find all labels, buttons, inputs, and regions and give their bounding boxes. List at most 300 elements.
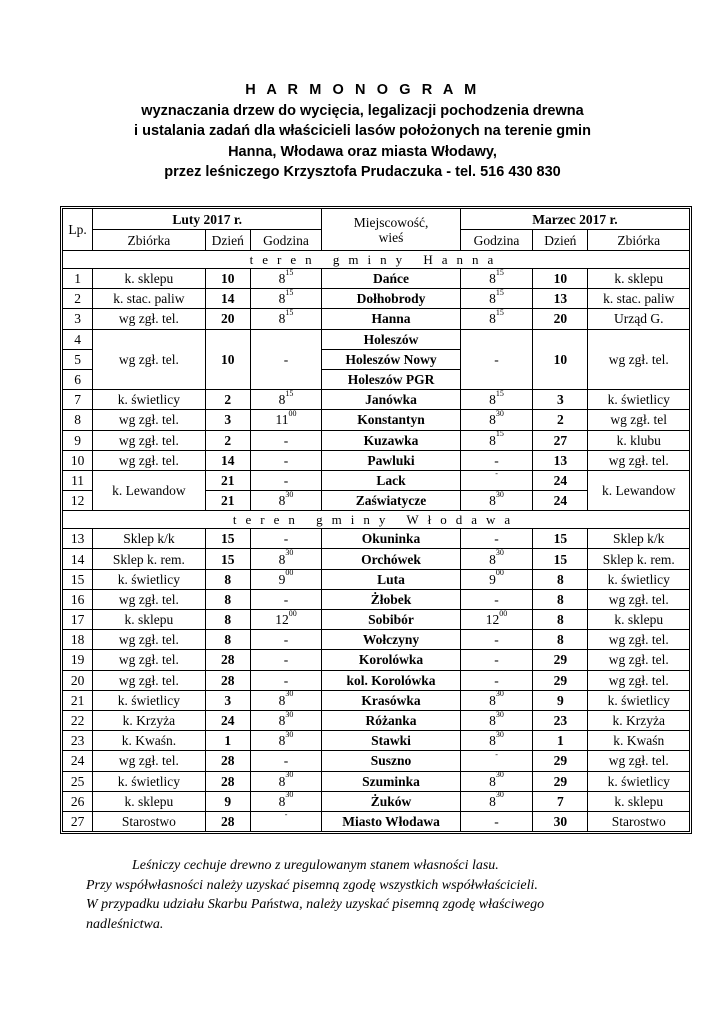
cell-godzina-marzec-hour: 8: [489, 733, 496, 749]
table-row: [63, 610, 690, 630]
cell-lp: 5: [63, 349, 93, 369]
cell-dzien-marzec: 27: [533, 430, 588, 450]
document-title: H A R M O N O G R A M: [245, 82, 480, 98]
cell-dzien-marzec: 2: [533, 410, 588, 430]
cell-dzien-marzec: 1: [533, 731, 588, 751]
cell-godzina-marzec: [460, 529, 532, 549]
cell-godzina-marzec-minutes: 00: [495, 568, 504, 578]
cell-zbiorka-luty: k. sklepu: [93, 791, 206, 811]
cell-lp: 6: [63, 369, 93, 389]
table-row: [63, 589, 690, 609]
cell-zbiorka-marzec: wg zgł. tel: [588, 410, 690, 430]
cell-godzina-luty-minutes: 15: [285, 287, 294, 297]
cell-dzien-marzec: 9: [533, 690, 588, 710]
cell-godzina-luty-minutes: -: [284, 810, 288, 820]
cell-godzina-luty: [250, 329, 321, 390]
title-line-2: i ustalania zadań dla właścicieli lasów położonych na terenie gmin: [134, 123, 591, 139]
cell-dzien-marzec: 10: [533, 329, 588, 390]
cell-lp: 10: [63, 450, 93, 470]
table-row: [63, 329, 690, 349]
cell-dzien-marzec: 29: [533, 771, 588, 791]
cell-dzien-luty: 14: [205, 450, 250, 470]
header-godzina-luty: Godzina: [250, 230, 321, 251]
cell-miejscowosc: Konstantyn: [322, 410, 461, 430]
cell-dzien-luty: 2: [205, 390, 250, 410]
cell-zbiorka-luty: wg zgł. tel.: [93, 410, 206, 430]
cell-dzien-luty: 10: [205, 269, 250, 289]
cell-dzien-marzec: 7: [533, 791, 588, 811]
cell-miejscowosc: Suszno: [322, 751, 461, 771]
cell-dzien-luty: 1: [205, 731, 250, 751]
cell-godzina-marzec-minutes: 30: [495, 548, 504, 558]
cell-godzina-luty: [250, 610, 321, 630]
cell-miejscowosc: Korolówka: [322, 650, 461, 670]
table-row: [63, 630, 690, 650]
cell-godzina-luty: [250, 491, 321, 511]
cell-zbiorka-luty: wg zgł. tel.: [93, 450, 206, 470]
cell-dzien-luty: 9: [205, 791, 250, 811]
cell-dzien-luty: 15: [205, 529, 250, 549]
cell-dzien-marzec: 13: [533, 289, 588, 309]
title-line-3: Hanna, Włodawa oraz miasta Włodawy,: [228, 143, 497, 160]
cell-lp: 24: [63, 751, 93, 771]
cell-godzina-marzec: [460, 771, 532, 791]
cell-miejscowosc: Różanka: [322, 710, 461, 730]
cell-godzina-luty-hour: -: [283, 632, 289, 648]
cell-godzina-luty-minutes: 30: [285, 489, 294, 499]
cell-lp: 23: [63, 731, 93, 751]
cell-dzien-luty: 15: [205, 549, 250, 569]
table-row: [63, 771, 690, 791]
cell-godzina-luty: [250, 430, 321, 450]
cell-zbiorka-marzec: wg zgł. tel.: [588, 630, 690, 650]
cell-godzina-marzec-hour: -: [494, 632, 499, 648]
cell-zbiorka-marzec: k. Krzyża: [588, 710, 690, 730]
cell-miejscowosc: Orchówek: [322, 549, 461, 569]
cell-dzien-marzec: 24: [533, 470, 588, 490]
cell-godzina-marzec: [460, 309, 532, 329]
cell-godzina-luty-hour: 8: [278, 551, 286, 567]
table-row: [63, 470, 690, 490]
cell-godzina-luty: [250, 791, 321, 811]
cell-miejscowosc: Lack: [322, 470, 461, 490]
cell-zbiorka-marzec: wg zgł. tel.: [588, 650, 690, 670]
cell-godzina-luty: [250, 650, 321, 670]
cell-zbiorka-marzec: k. Kwaśn: [588, 731, 690, 751]
cell-miejscowosc: Holeszów PGR: [322, 369, 461, 389]
cell-godzina-luty-hour: 12: [275, 612, 289, 628]
cell-godzina-marzec: [460, 610, 532, 630]
cell-dzien-luty: 2: [205, 430, 250, 450]
cell-godzina-marzec-minutes: 30: [495, 489, 504, 499]
table-row: [63, 309, 690, 329]
cell-miejscowosc: Sobibór: [322, 610, 461, 630]
cell-godzina-marzec-minutes: 30: [495, 689, 504, 699]
cell-godzina-marzec-minutes: 15: [495, 429, 504, 439]
cell-lp: 17: [63, 610, 93, 630]
section-section_hanna: teren gminy Hanna: [63, 251, 690, 269]
cell-zbiorka-marzec: k. Lewandow: [588, 470, 690, 510]
cell-godzina-marzec-minutes: 30: [495, 729, 504, 739]
cell-lp: 13: [63, 529, 93, 549]
cell-godzina-marzec-hour: -: [494, 591, 499, 607]
cell-lp: 15: [63, 569, 93, 589]
cell-godzina-marzec: [460, 289, 532, 309]
header-zbiorka-luty: Zbiórka: [93, 230, 206, 251]
cell-godzina-luty-hour: -: [283, 531, 289, 547]
cell-dzien-marzec: 15: [533, 529, 588, 549]
cell-zbiorka-marzec: k. świetlicy: [588, 771, 690, 791]
cell-godzina-marzec-hour: 8: [489, 271, 496, 287]
note-line-2: Przy współwłasności należy uzyskać pisemną zgodę wszystkich współwłaścicieli.: [86, 877, 538, 893]
cell-dzien-luty: 21: [205, 470, 250, 490]
cell-godzina-marzec-minutes: 15: [495, 388, 504, 398]
schedule-table: [62, 208, 690, 832]
cell-dzien-marzec: 8: [533, 630, 588, 650]
cell-zbiorka-luty: Sklep k/k: [93, 529, 206, 549]
cell-miejscowosc: Okuninka: [322, 529, 461, 549]
cell-godzina-marzec-minutes: -: [495, 749, 498, 759]
header-dzien-marzec: Dzień: [533, 230, 588, 251]
cell-dzien-luty: 8: [205, 630, 250, 650]
table-row: [63, 450, 690, 470]
cell-godzina-luty-hour: 8: [278, 692, 286, 708]
cell-godzina-marzec-minutes: 30: [495, 408, 504, 418]
cell-zbiorka-marzec: k. świetlicy: [588, 390, 690, 410]
table-row: [63, 670, 690, 690]
cell-lp: 8: [63, 410, 93, 430]
table-row: [63, 549, 690, 569]
cell-godzina-marzec-hour: 8: [489, 291, 496, 307]
cell-miejscowosc: Wołczyny: [322, 630, 461, 650]
cell-godzina-luty-hour: 9: [278, 571, 286, 587]
cell-godzina-marzec: [460, 470, 532, 490]
cell-godzina-marzec: [460, 569, 532, 589]
cell-lp: 25: [63, 771, 93, 791]
cell-dzien-luty: 8: [205, 569, 250, 589]
note-line-4: nadleśnictwa.: [86, 916, 164, 932]
header-miejscowosc: [322, 209, 461, 251]
cell-godzina-luty-minutes: 15: [285, 267, 294, 277]
cell-lp: 7: [63, 390, 93, 410]
cell-miejscowosc: Żłobek: [322, 589, 461, 609]
cell-godzina-marzec-hour: -: [494, 813, 499, 829]
header-zbiorka-marzec: Zbiórka: [588, 230, 690, 251]
cell-godzina-luty: [250, 390, 321, 410]
title-line-1: wyznaczania drzew do wycięcia, legalizacji pochodzenia drewna: [141, 102, 584, 119]
cell-godzina-marzec: [460, 329, 532, 390]
cell-lp: 4: [63, 329, 93, 349]
cell-lp: 16: [63, 589, 93, 609]
cell-dzien-marzec: 13: [533, 450, 588, 470]
section-section_wlodawa: teren gminy Włodawa: [63, 511, 690, 529]
cell-dzien-luty: 24: [205, 710, 250, 730]
cell-dzien-marzec: 8: [533, 569, 588, 589]
cell-zbiorka-marzec: wg zgł. tel.: [588, 589, 690, 609]
cell-dzien-luty: 28: [205, 670, 250, 690]
cell-godzina-luty-hour: 8: [278, 733, 286, 749]
cell-dzien-luty: 14: [205, 289, 250, 309]
cell-godzina-luty: [250, 549, 321, 569]
cell-lp: 3: [63, 309, 93, 329]
cell-zbiorka-luty: wg zgł. tel.: [93, 309, 206, 329]
cell-godzina-marzec-hour: 8: [489, 551, 496, 567]
cell-godzina-marzec: [460, 549, 532, 569]
cell-zbiorka-luty: wg zgł. tel.: [93, 670, 206, 690]
cell-godzina-marzec-hour: 8: [489, 392, 496, 408]
section-row: [63, 251, 690, 269]
cell-miejscowosc: Pawluki: [322, 450, 461, 470]
table-row: [63, 289, 690, 309]
cell-godzina-luty-minutes: 30: [285, 729, 294, 739]
cell-lp: 27: [63, 811, 93, 831]
cell-zbiorka-luty: k. świetlicy: [93, 690, 206, 710]
cell-godzina-marzec: [460, 710, 532, 730]
table-row: [63, 269, 690, 289]
cell-godzina-luty-minutes: 30: [285, 709, 294, 719]
document-header: [0, 80, 725, 183]
cell-lp: 11: [63, 470, 93, 490]
cell-miejscowosc: Dańce: [322, 269, 461, 289]
cell-dzien-marzec: 29: [533, 670, 588, 690]
cell-zbiorka-marzec: Urząd G.: [588, 309, 690, 329]
cell-godzina-luty: [250, 410, 321, 430]
table-row: [63, 690, 690, 710]
cell-miejscowosc: Zaświatycze: [322, 491, 461, 511]
cell-godzina-luty-minutes: 00: [285, 568, 294, 578]
header-godzina-marzec: Godzina: [460, 230, 532, 251]
cell-dzien-marzec: 23: [533, 710, 588, 730]
cell-zbiorka-marzec: k. sklepu: [588, 791, 690, 811]
cell-dzien-luty: 10: [205, 329, 250, 390]
cell-godzina-marzec-hour: 8: [489, 412, 496, 428]
cell-godzina-marzec: [460, 269, 532, 289]
cell-godzina-luty: [250, 751, 321, 771]
note-line-3: W przypadku udziału Skarbu Państwa, należy uzyskać pisemną zgodę właściwego: [86, 897, 545, 912]
cell-godzina-marzec: [460, 589, 532, 609]
cell-miejscowosc: Hanna: [322, 309, 461, 329]
cell-zbiorka-marzec: k. sklepu: [588, 269, 690, 289]
cell-godzina-marzec-hour: -: [494, 531, 499, 547]
cell-zbiorka-marzec: k. sklepu: [588, 610, 690, 630]
cell-godzina-luty-minutes: 30: [285, 770, 294, 780]
cell-godzina-luty: [250, 731, 321, 751]
cell-godzina-luty: [250, 811, 321, 831]
table-row: [63, 791, 690, 811]
cell-godzina-marzec-minutes: 30: [495, 709, 504, 719]
cell-godzina-luty-hour: 8: [278, 713, 286, 729]
cell-godzina-luty: [250, 289, 321, 309]
cell-zbiorka-marzec: wg zgł. tel.: [588, 450, 690, 470]
cell-godzina-luty-hour: 8: [278, 493, 286, 509]
cell-godzina-marzec-hour: -: [494, 351, 499, 367]
cell-zbiorka-marzec: Sklep k. rem.: [588, 549, 690, 569]
cell-dzien-luty: 20: [205, 309, 250, 329]
cell-lp: 22: [63, 710, 93, 730]
section-row: [63, 511, 690, 529]
header-marzec: Marzec 2017 r.: [460, 209, 689, 230]
cell-miejscowosc: Holeszów Nowy: [322, 349, 461, 369]
cell-godzina-marzec-minutes: 15: [495, 287, 504, 297]
cell-lp: 18: [63, 630, 93, 650]
cell-dzien-marzec: 29: [533, 751, 588, 771]
cell-godzina-luty: [250, 569, 321, 589]
cell-godzina-marzec: [460, 690, 532, 710]
cell-godzina-marzec-minutes: 15: [495, 267, 504, 277]
cell-godzina-marzec: [460, 410, 532, 430]
cell-lp: 12: [63, 491, 93, 511]
table-row: [63, 569, 690, 589]
cell-zbiorka-marzec: k. klubu: [588, 430, 690, 450]
cell-godzina-luty: [250, 771, 321, 791]
header-miejscowosc-line1: Miejscowość,: [353, 214, 429, 230]
table-row: [63, 430, 690, 450]
cell-zbiorka-luty: k. świetlicy: [93, 771, 206, 791]
cell-godzina-luty-minutes: 30: [285, 790, 294, 800]
cell-godzina-marzec-hour: 8: [489, 773, 496, 789]
cell-godzina-marzec-hour: 12: [485, 612, 500, 628]
cell-dzien-luty: 8: [205, 589, 250, 609]
cell-dzien-marzec: 8: [533, 589, 588, 609]
cell-dzien-marzec: 10: [533, 269, 588, 289]
cell-godzina-luty: [250, 529, 321, 549]
cell-godzina-luty-hour: -: [283, 652, 289, 668]
cell-miejscowosc: Krasówka: [322, 690, 461, 710]
cell-zbiorka-luty: wg zgł. tel.: [93, 630, 206, 650]
cell-dzien-marzec: 20: [533, 309, 588, 329]
cell-lp: 26: [63, 791, 93, 811]
cell-zbiorka-luty: Sklep k. rem.: [93, 549, 206, 569]
cell-godzina-marzec-hour: 8: [489, 493, 496, 509]
cell-godzina-marzec-hour: 8: [489, 793, 496, 809]
cell-dzien-luty: 28: [205, 811, 250, 831]
cell-zbiorka-marzec: k. stac. paliw: [588, 289, 690, 309]
table-row: [63, 410, 690, 430]
cell-godzina-luty-minutes: 00: [288, 608, 297, 618]
cell-zbiorka-luty: k. stac. paliw: [93, 289, 206, 309]
table-row: [63, 710, 690, 730]
cell-godzina-luty-hour: 8: [278, 311, 286, 327]
cell-godzina-marzec: [460, 491, 532, 511]
cell-zbiorka-luty: wg zgł. tel.: [93, 430, 206, 450]
cell-godzina-luty-hour: 11: [275, 412, 289, 428]
cell-zbiorka-luty: wg zgł. tel.: [93, 751, 206, 771]
cell-godzina-marzec: [460, 450, 532, 470]
cell-godzina-luty: [250, 450, 321, 470]
table-row: [63, 390, 690, 410]
cell-godzina-luty-minutes: 00: [288, 408, 297, 418]
cell-godzina-marzec-hour: 8: [489, 311, 496, 327]
cell-zbiorka-luty: k. sklepu: [93, 610, 206, 630]
cell-godzina-luty: [250, 470, 321, 490]
cell-godzina-luty-hour: 8: [278, 271, 286, 287]
header-row-1: [63, 209, 690, 230]
cell-godzina-marzec-minutes: 15: [495, 307, 504, 317]
cell-lp: 9: [63, 430, 93, 450]
schedule-table-frame: [60, 206, 692, 834]
cell-miejscowosc: Kuzawka: [322, 430, 461, 450]
table-row: [63, 650, 690, 670]
cell-godzina-luty-hour: -: [283, 351, 289, 367]
cell-lp: 21: [63, 690, 93, 710]
cell-dzien-marzec: 30: [533, 811, 588, 831]
cell-miejscowosc: Holeszów: [322, 329, 461, 349]
note-line-1: Leśniczy cechuje drewno z uregulowanym stanem własności lasu.: [132, 858, 499, 873]
table-row: [63, 811, 690, 831]
cell-zbiorka-marzec: k. świetlicy: [588, 569, 690, 589]
cell-godzina-marzec: [460, 811, 532, 831]
table-row: [63, 731, 690, 751]
cell-godzina-luty: [250, 630, 321, 650]
cell-miejscowosc: Żuków: [322, 791, 461, 811]
cell-godzina-marzec-hour: 8: [489, 692, 496, 708]
cell-dzien-luty: 3: [205, 410, 250, 430]
cell-dzien-luty: 3: [205, 690, 250, 710]
cell-godzina-luty: [250, 269, 321, 289]
cell-godzina-marzec: [460, 650, 532, 670]
cell-godzina-marzec-hour: -: [494, 452, 499, 468]
cell-godzina-marzec: [460, 731, 532, 751]
cell-dzien-marzec: 8: [533, 610, 588, 630]
cell-godzina-marzec-hour: -: [494, 672, 499, 688]
cell-lp: 19: [63, 650, 93, 670]
cell-lp: 1: [63, 269, 93, 289]
cell-godzina-luty-minutes: 15: [285, 388, 294, 398]
cell-miejscowosc: Stawki: [322, 731, 461, 751]
header-lp: Lp.: [63, 209, 93, 251]
cell-dzien-luty: 8: [205, 610, 250, 630]
cell-miejscowosc: Janówka: [322, 390, 461, 410]
cell-dzien-luty: 28: [205, 650, 250, 670]
cell-godzina-marzec: [460, 791, 532, 811]
header-luty: Luty 2017 r.: [93, 209, 322, 230]
cell-godzina-luty: [250, 690, 321, 710]
cell-godzina-marzec-minutes: 30: [495, 790, 504, 800]
cell-miejscowosc: Szuminka: [322, 771, 461, 791]
cell-zbiorka-luty: k. sklepu: [93, 269, 206, 289]
cell-zbiorka-luty: k. Krzyża: [93, 710, 206, 730]
cell-zbiorka-luty: k. świetlicy: [93, 390, 206, 410]
cell-miejscowosc: kol. Korolówka: [322, 670, 461, 690]
cell-lp: 2: [63, 289, 93, 309]
cell-godzina-luty-minutes: 30: [285, 689, 294, 699]
cell-dzien-marzec: 24: [533, 491, 588, 511]
cell-godzina-luty-hour: 8: [278, 793, 286, 809]
cell-godzina-marzec: [460, 430, 532, 450]
cell-miejscowosc: Miasto Włodawa: [322, 811, 461, 831]
cell-godzina-marzec-minutes: 30: [495, 770, 504, 780]
schedule-body: [63, 251, 690, 832]
cell-godzina-marzec-hour: 9: [489, 571, 496, 587]
cell-godzina-marzec: [460, 630, 532, 650]
cell-godzina-luty: [250, 309, 321, 329]
cell-godzina-marzec-hour: 8: [489, 713, 496, 729]
cell-godzina-luty-hour: -: [283, 672, 289, 688]
cell-godzina-luty-hour: -: [283, 591, 289, 607]
cell-dzien-luty: 28: [205, 771, 250, 791]
title-line-4: przez leśniczego Krzysztofa Prudaczuka - tel. 516 430 830: [164, 164, 561, 180]
cell-godzina-marzec: [460, 390, 532, 410]
cell-godzina-marzec-hour: 8: [489, 432, 496, 448]
cell-godzina-luty: [250, 670, 321, 690]
cell-lp: 14: [63, 549, 93, 569]
cell-godzina-luty-hour: -: [283, 452, 289, 468]
notes: [86, 856, 646, 934]
header-miejscowosc-line2: wieś: [378, 229, 404, 245]
cell-godzina-luty-hour: 8: [278, 291, 286, 307]
cell-dzien-marzec: 3: [533, 390, 588, 410]
cell-godzina-marzec-hour: -: [494, 652, 499, 668]
